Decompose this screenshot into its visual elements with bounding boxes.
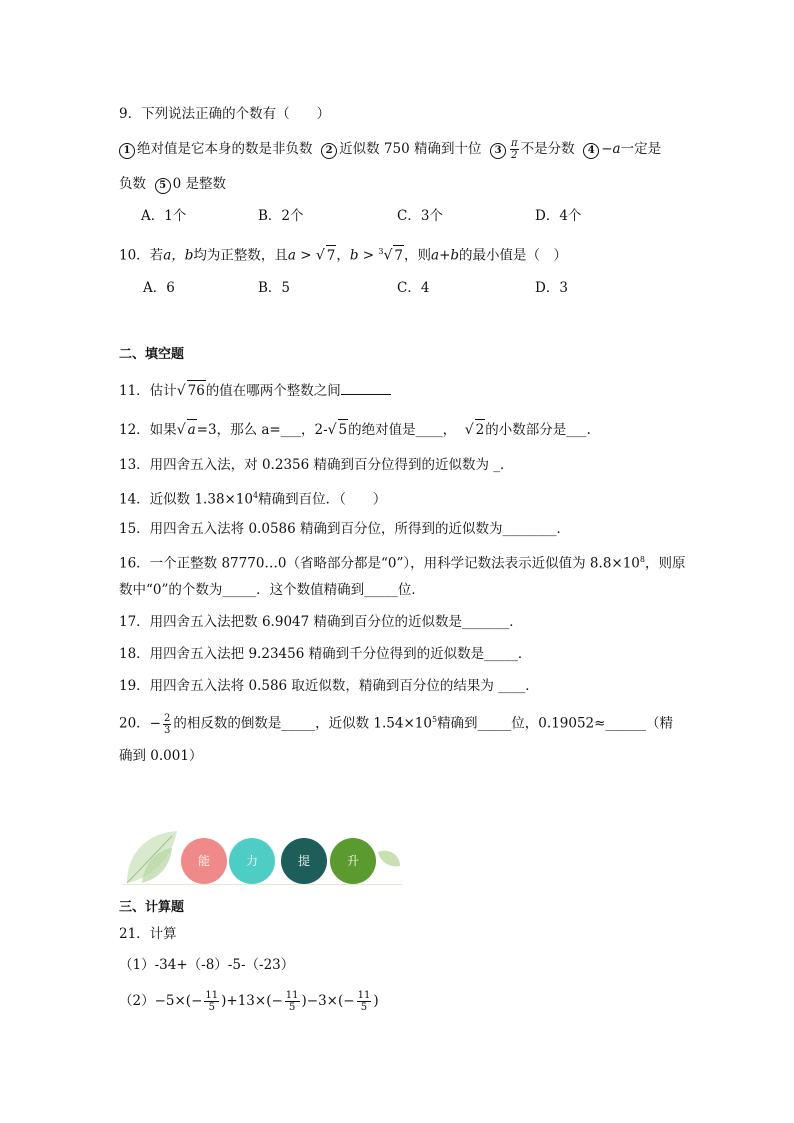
circle-mark-4: 4 xyxy=(583,143,599,159)
q9-option-a: A．1个 xyxy=(141,208,187,224)
q10-option-d: D．3 xyxy=(535,280,568,296)
eleven-fifths-1: $\frac{11}{5}$ xyxy=(205,990,219,1013)
exponent: 4 xyxy=(253,491,259,500)
sum-expr: a+b xyxy=(431,247,460,264)
q13: 13．用四舍五入法，对 0.2356 精确到百分位得到的近似数为 _． xyxy=(119,457,514,473)
vars-ab: a，b xyxy=(163,247,194,264)
pi-over-2-fraction: $\frac{\pi}{2}$ xyxy=(511,138,518,161)
circle-mark-1: 1 xyxy=(119,143,135,159)
badge-ti: 提 xyxy=(281,838,327,884)
exponent: 8 xyxy=(639,555,645,564)
q9-option-b: B．2个 xyxy=(258,208,304,224)
statement-4-end: 负数 xyxy=(119,176,146,192)
q10-stem: 10．若a，b均为正整数，且a > √ 7，b > $^3$√ 7，则a+b的最小值是（ ） xyxy=(119,242,567,266)
q16-line2: 数中“0”的个数为_____．这个数值精确到_____位． xyxy=(119,582,425,598)
q21-title: 21．计算 xyxy=(119,926,177,942)
sqrt-5: 5 xyxy=(338,419,349,440)
statement-2: 近似数 750 精确到十位 xyxy=(339,141,482,157)
statement-1: 绝对值是它本身的数是非负数 xyxy=(137,141,313,157)
q9-statements-line2 xyxy=(119,174,226,194)
cond-b: b > xyxy=(349,247,379,264)
exponent: 5 xyxy=(431,715,438,724)
q10-option-b: B．5 xyxy=(258,280,291,296)
eleven-fifths-2: $\frac{11}{5}$ xyxy=(285,990,299,1013)
badge-neng: 能 xyxy=(181,838,227,884)
q17: 17．用四舍五入法把数 6.9047 精确到百分位的近似数是_______． xyxy=(119,614,523,630)
circle-mark-2: 2 xyxy=(321,143,337,159)
q11: 11．估计√ 76的值在哪两个整数之间 xyxy=(119,380,391,401)
eleven-fifths-3: $\frac{11}{5}$ xyxy=(357,990,371,1013)
q16: 16．一个正整数 87770…0（省略部分都是“0”），用科学记数法表示近似值为 $8.8\times 10^8$，则原 xyxy=(119,555,686,572)
q20: 20．− $\frac{2}{3}$ 的相反数的倒数是_____，近似数 $1.54\times 10^5$精确到_____位，0.19052≈______（精 xyxy=(119,712,673,736)
circle-mark-3: 3 xyxy=(490,143,506,159)
q10-option-c: C．4 xyxy=(397,280,430,296)
sqrt-2: 2 xyxy=(475,419,486,440)
q9-option-c: C．3个 xyxy=(397,208,443,224)
q19: 19．用四舍五入法将 0.586 取近似数，精确到百分位的结果为 ____． xyxy=(119,678,539,694)
statement-5: 0 是整数 xyxy=(172,176,226,192)
statement-3: 不是分数 xyxy=(520,141,575,157)
q15: 15．用四舍五入法将 0.0586 精确到百分位，所得到的近似数为________． xyxy=(119,521,570,537)
neg-a-expr: −a xyxy=(601,141,621,157)
q21-part2: （2）−5×(− $\frac{11}{5}$ )+13×(− $\frac{11}{5}$ )−3×(− $\frac{11}{5}$ ) xyxy=(119,990,379,1013)
section-fill-blank-heading: 二、填空题 xyxy=(119,347,185,362)
q9-stem: 9．下列说法正确的个数有（ ） xyxy=(119,106,331,122)
cbrt-7: 7 xyxy=(393,245,404,266)
banner-underline xyxy=(122,884,402,885)
q10-option-a: A．6 xyxy=(143,280,175,296)
q14: 14．近似数 $1.38\times 10^4$精确到百位．（ ） xyxy=(119,491,387,508)
badge-li: 力 xyxy=(229,838,275,884)
leaf-decoration-right xyxy=(376,848,402,870)
sqrt-7: 7 xyxy=(326,245,337,266)
section-calculation-heading: 三、计算题 xyxy=(119,900,185,915)
sqrt-76: 76 xyxy=(187,380,206,401)
circle-mark-5: 5 xyxy=(155,178,171,194)
cube-index: 3 xyxy=(378,247,384,256)
badge-sheng: 升 xyxy=(330,838,376,884)
statement-4: 一定是 xyxy=(620,141,662,157)
two-thirds-fraction: $\frac{2}{3}$ xyxy=(164,712,171,736)
answer-blank xyxy=(341,380,391,395)
leaf-decoration-left xyxy=(122,828,182,886)
q9-option-d: D．4个 xyxy=(535,208,582,224)
cond-a: a > xyxy=(287,247,316,264)
q21-part1: （1）-34+（-8）-5-（-23） xyxy=(119,957,295,973)
sqrt-a: a xyxy=(187,419,197,440)
q18: 18．用四舍五入法把 9.23456 精确到千分位得到的近似数是_____． xyxy=(119,646,532,662)
q9-statements xyxy=(119,138,661,161)
q12: 12．如果√ a=3，那么 a=___，2-√ 5的绝对值是____， √ 2的小数部分是___. xyxy=(119,419,591,440)
q20-line2: 确到 0.001） xyxy=(119,748,203,764)
